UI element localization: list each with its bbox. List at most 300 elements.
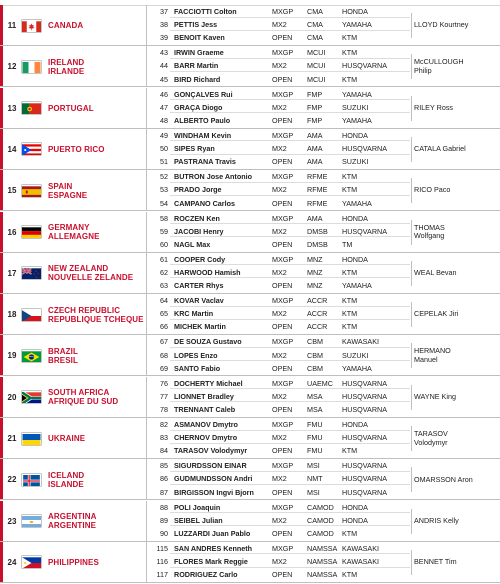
team-position: 20 [7,392,17,402]
canada-flag-icon [22,20,41,32]
rider-class: MXGP [272,502,294,512]
rider-federation: MNZ [307,254,323,264]
team-row [0,5,500,46]
accent-stripe [0,542,3,582]
rider-bike: KTM [342,296,358,306]
rider-class: MXGP [272,48,294,58]
rider-bike: KAWASAKI [342,557,380,567]
rider-name: BIRGISSON Ingvi Bjorn [174,487,254,497]
team-position: 14 [7,144,17,154]
rider-bike: HUSQVARNA [342,144,387,154]
rider-number: 84 [160,446,168,456]
rider-federation: CBM [307,337,323,347]
manager-name-line: Philip [414,65,432,75]
team-position: 21 [7,434,17,443]
rider-list [146,5,410,45]
rider-name: GONÇALVES Rui [174,89,233,99]
rider-row [146,32,410,43]
rider-bike: YAMAHA [342,363,372,373]
row-divider [170,99,410,100]
rider-bike: YAMAHA [342,20,372,30]
divider [411,96,412,121]
team-row [0,46,500,87]
rider-federation: CAMOD [307,528,334,538]
rider-bike: HUSQVARNA [342,405,387,415]
row-divider [170,484,410,485]
divider [411,220,412,245]
rider-name: NAGL Max [174,239,211,249]
rider-bike: KTM [342,74,358,84]
rider-row [146,445,410,456]
rider-class: MXGP [272,7,294,16]
row-divider [170,553,410,554]
rider-class: MX2 [272,61,287,71]
rider-list [146,253,410,293]
rider-federation: MSA [307,391,323,401]
rider-federation: MNZ [307,267,323,277]
rider-row [146,487,410,498]
rider-federation: FMU [307,433,323,443]
rider-name: WINDHAM Kevin [174,130,232,140]
rider-bike: HUSQVARNA [342,433,387,443]
rider-row [146,419,410,430]
rider-row [146,267,410,278]
rider-class: MXGP [272,296,294,306]
rider-federation: CMA [307,7,323,16]
row-divider [170,319,410,320]
rider-number: 49 [160,130,168,140]
row-divider [170,140,410,141]
country-name [48,46,146,87]
rider-name: HARWOOD Hamish [174,267,241,277]
rider-row [146,6,410,17]
rider-row [146,239,410,250]
rider-bike: YAMAHA [342,89,372,99]
rider-class: MX2 [272,226,287,236]
accent-stripe [0,253,3,293]
rider-row [146,473,410,484]
czech-flag-icon [22,309,41,321]
rider-row [146,156,410,167]
rider-number: 54 [160,198,168,208]
rider-name: COOPER Cody [174,254,226,264]
row-divider [170,236,410,237]
rider-federation: RFME [307,172,328,182]
rider-federation: NAMSSA [307,557,338,567]
country-name-line: ARGENTINA [48,512,97,522]
team-position: 23 [7,516,17,526]
manager-name-line: ANDRIS Kelly [414,515,459,525]
rider-federation: CMA [307,33,323,43]
manager-name-line: HERMANO [414,346,451,356]
row-divider [170,30,410,31]
rider-number: 66 [160,322,168,332]
team-manager [411,294,500,335]
rider-class: OPEN [272,322,293,332]
row-divider [170,443,410,444]
divider [411,343,412,368]
row-divider [170,347,410,348]
team-row [0,377,500,418]
country-name-line: NOUVELLE ZELANDE [48,273,134,283]
manager-name-line: LLOYD Kourtney [414,20,469,30]
row-divider [170,195,410,196]
rider-bike: KTM [342,48,358,58]
manager-name-line: Volodymyr [414,437,448,447]
rider-number: 87 [160,487,168,497]
rider-federation: AMA [307,130,323,140]
rider-name: SEIBEL Julian [174,515,223,525]
rider-row [146,556,410,567]
rider-bike: HONDA [342,130,368,140]
team-position: 24 [7,557,17,567]
rider-name: ALBERTO Paulo [174,115,231,125]
rider-name: DE SOUZA Gustavo [174,337,242,347]
rider-bike: HUSQVARNA [342,461,387,471]
rider-class: OPEN [272,528,293,538]
rider-row [146,184,410,195]
divider [411,467,412,492]
row-divider [170,264,410,265]
country-name-line: IRELAND [48,57,85,67]
rider-name: LIONNET Bradley [174,391,234,401]
accent-stripe [0,46,3,86]
rider-number: 50 [160,144,168,154]
rider-name: CHERNOV Dmytro [174,433,238,443]
rider-federation: MSA [307,405,323,415]
rider-number: 63 [160,281,168,291]
rider-name: KRC Martin [174,309,214,319]
country-name-line: GERMANY [48,223,90,232]
country-name-line: BRAZIL [48,346,78,356]
row-divider [170,306,410,307]
divider [0,582,500,583]
rider-federation: NAMSSA [307,570,338,580]
rider-bike: HONDA [342,7,368,16]
rider-name: KOVAR Vaclav [174,296,224,306]
manager-name-line: Manuel [414,354,438,364]
rider-row [146,350,410,361]
rider-row [146,143,410,154]
country-name-line: PORTUGAL [48,103,94,113]
ireland-flag-icon [22,61,41,73]
team-manager [411,212,500,253]
rider-class: MXGP [272,130,294,140]
rider-name: LOPES Enzo [174,350,218,360]
manager-name-line: WEAL Bevan [414,268,457,278]
rider-number: 83 [160,433,168,443]
team-row [0,170,500,211]
rider-name: SAN ANDRES Kenneth [174,543,253,553]
rider-list [146,294,410,334]
row-divider [170,71,410,72]
country-name [48,335,146,376]
rider-number: 76 [160,378,168,388]
rider-name: SANTO Fabio [174,363,221,373]
rider-number: 60 [160,239,168,249]
row-divider [170,223,410,224]
rider-federation: ACCR [307,322,328,332]
rider-list [146,46,410,86]
team-manager [411,335,500,376]
rider-bike: HONDA [342,515,368,525]
rider-class: MXGP [272,213,294,223]
rider-bike: SUZUKI [342,350,369,360]
rider-class: MXGP [272,89,294,99]
rider-name: GUDMUNDSSON Andri [174,474,253,484]
country-name [48,129,146,170]
team-position: 16 [7,227,17,237]
rider-federation: MCUI [307,74,326,84]
team-row [0,129,500,170]
rider-number: 38 [160,20,168,30]
rider-number: 44 [160,61,168,71]
rider-federation: NAMSSA [307,543,338,553]
rider-list [146,459,410,499]
rider-row [146,254,410,265]
rider-class: MXGP [272,420,294,429]
rider-class: MX2 [272,474,287,484]
rider-federation: RFME [307,185,328,195]
divider [411,13,412,38]
rider-row [146,378,410,389]
team-position: 12 [7,62,17,72]
country-name [48,377,146,418]
divider [411,302,412,327]
rider-class: MXGP [272,172,294,182]
rider-number: 69 [160,363,168,373]
rider-list [146,335,410,375]
rider-number: 51 [160,157,168,167]
manager-name-line: TARASOV [414,429,448,438]
country-name [48,88,146,129]
rider-class: MX2 [272,102,287,112]
team-position: 15 [7,186,17,196]
rider-class: MXGP [272,254,294,264]
rider-list [146,377,410,417]
germany-flag-icon [22,226,41,238]
team-position: 17 [7,268,17,278]
country-name [48,418,146,459]
team-row [0,212,500,253]
team-position: 18 [7,310,17,320]
rider-row [146,460,410,471]
divider [411,385,412,410]
rider-federation: UAEMC [307,378,333,388]
row-divider [170,388,410,389]
portugal-flag-icon [22,102,41,114]
rider-name: BENOIT Kaven [174,33,225,43]
rider-row [146,308,410,319]
rider-row [146,295,410,306]
rider-class: MX2 [272,144,287,154]
team-manager [411,46,500,87]
rider-name: DOCHERTY Michael [174,378,243,388]
rider-bike: KTM [342,185,358,195]
team-manager [411,501,500,542]
accent-stripe [0,88,3,128]
accent-stripe [0,294,3,334]
team-row [0,294,500,335]
rider-federation: ACCR [307,309,328,319]
country-name [48,253,146,294]
manager-name-line: RICO Paco [414,185,451,195]
rider-name: ROCZEN Ken [174,213,220,223]
rider-number: 116 [156,557,168,567]
rider-federation: CBM [307,363,323,373]
rider-bike: HUSQVARNA [342,474,387,484]
rider-federation: NMT [307,474,323,484]
ukraine-flag-icon [22,433,41,445]
rider-number: 52 [160,172,168,182]
rider-list [146,212,410,252]
manager-name-line: McCULLOUGH [414,57,464,67]
rider-federation: FMP [307,102,323,112]
rider-row [146,74,410,85]
rider-name: LUZZARDI Juan Pablo [174,528,251,538]
rider-row [146,404,410,415]
rider-class: MX2 [272,391,287,401]
rider-row [146,198,410,209]
rider-row [146,502,410,513]
rider-bike: KAWASAKI [342,543,380,553]
rider-number: 89 [160,515,168,525]
rider-name: BARR Martin [174,61,219,71]
rider-bike: SUZUKI [342,157,369,167]
rider-class: OPEN [272,115,293,125]
rider-row [146,515,410,526]
country-name-line: SPAIN [48,181,73,191]
philippines-flag-icon [22,556,41,568]
rider-row [146,60,410,71]
rider-name: IRWIN Graeme [174,48,224,58]
rider-name: PRADO Jorge [174,185,222,195]
team-row [0,542,500,583]
rider-name: POLI Joaquin [174,502,221,512]
rider-class: OPEN [272,74,293,84]
rider-bike: KTM [342,322,358,332]
row-divider [170,360,410,361]
rider-federation: MCUI [307,48,326,58]
divider [411,550,412,575]
rider-bike: KTM [342,570,358,580]
rider-bike: KTM [342,309,358,319]
rider-bike: HUSQVARNA [342,378,387,388]
country-name-line: CANADA [48,21,84,30]
rider-row [146,115,410,126]
rider-number: 37 [160,7,168,16]
rider-row [146,171,410,182]
rider-number: 59 [160,226,168,236]
country-name-line: PUERTO RICO [48,144,105,154]
accent-stripe [0,129,3,169]
divider [411,54,412,79]
rider-bike: HONDA [342,213,368,223]
rider-row [146,432,410,443]
accent-stripe [0,418,3,458]
row-divider [170,512,410,513]
rider-class: OPEN [272,198,293,208]
rider-list [146,542,410,582]
rider-name: JACOBI Henry [174,226,224,236]
team-position: 22 [7,475,17,485]
rider-federation: FMU [307,420,323,429]
rider-federation: MCUI [307,61,326,71]
rider-federation: CBM [307,350,323,360]
rider-number: 47 [160,102,168,112]
rider-number: 117 [156,570,168,580]
rider-class: MX2 [272,185,287,195]
team-row [0,418,500,459]
rider-bike: YAMAHA [342,198,372,208]
team-manager [411,542,500,583]
team-row [0,501,500,542]
rider-name: RODRIGUEZ Carlo [174,570,238,580]
country-name-line: ICELAND [48,470,85,480]
country-name-line: AFRIQUE DU SUD [48,397,119,407]
country-name-line: BRESIL [48,355,78,365]
country-name [48,501,146,542]
rider-federation: CAMOD [307,515,334,525]
rider-bike: KAWASAKI [342,337,380,347]
rider-list [146,501,410,541]
country-name-line: ESPAGNE [48,190,88,200]
country-name-line: ARGENTINE [48,521,97,531]
row-divider [170,17,410,18]
country-name-line: PHILIPPINES [48,557,99,567]
rider-class: MX2 [272,267,287,277]
rider-name: GRAÇA Diogo [174,102,223,112]
rider-list [146,129,410,169]
rider-number: 85 [160,461,168,471]
team-position: 11 [7,21,17,30]
rider-number: 61 [160,254,168,264]
divider [411,509,412,534]
rider-name: ASMANOV Dmytro [174,420,238,429]
country-name [48,212,146,253]
manager-name-line: BENNET Tim [414,557,457,567]
rider-class: MX2 [272,350,287,360]
southafrica-flag-icon [22,391,41,403]
manager-name-line: Wolfgang [414,231,445,240]
row-divider [170,182,410,183]
team-manager [411,253,500,294]
rider-name: MICHEK Martin [174,322,226,332]
rider-bike: HUSQVARNA [342,391,387,401]
rider-federation: DMSB [307,226,328,236]
rider-row [146,280,410,291]
newzealand-flag-icon [22,267,41,279]
team-manager [411,170,500,211]
rider-number: 43 [160,48,168,58]
rider-number: 58 [160,213,168,223]
rider-list [146,418,410,458]
rider-class: OPEN [272,487,293,497]
manager-name-line: WAYNE King [414,391,456,401]
rider-row [146,226,410,237]
rider-list [146,88,410,128]
rider-number: 86 [160,474,168,484]
rider-row [146,89,410,100]
rider-name: TARASOV Volodymyr [174,446,248,456]
team-manager [411,418,500,459]
country-name [48,5,146,46]
rider-class: OPEN [272,405,293,415]
rider-row [146,213,410,224]
rider-class: MX2 [272,515,287,525]
accent-stripe [0,459,3,499]
rider-number: 46 [160,89,168,99]
